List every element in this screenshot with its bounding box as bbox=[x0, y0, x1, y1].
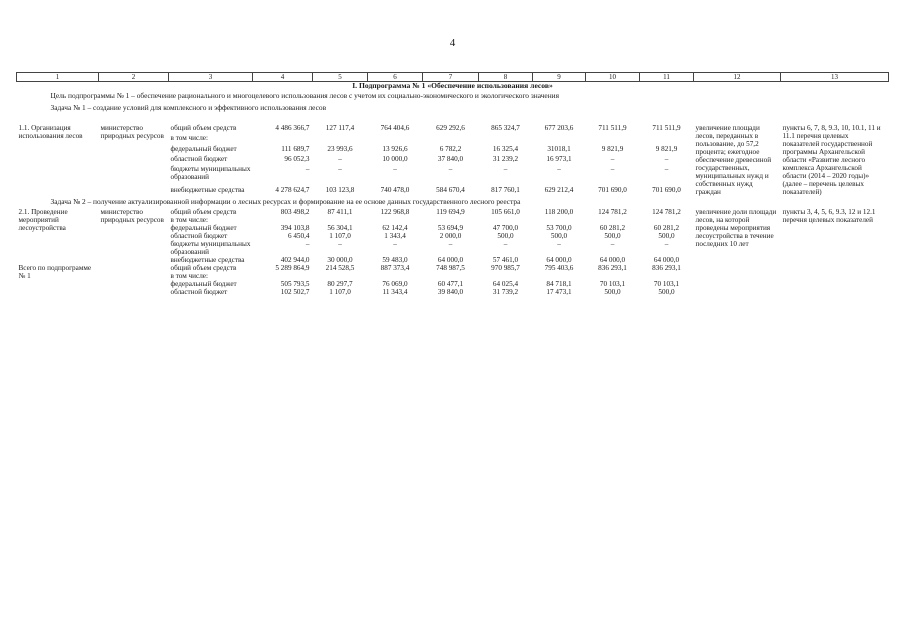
task1-title: Задача № 1 – создание условий для комплексного и эффективного использования лесов bbox=[50, 103, 327, 112]
task2-title: Задача № 2 – получение актуализированной информации о лесных ресурсах и формирование на ее основе данных государственного лесного реестра bbox=[50, 197, 521, 206]
amount-cell: 53 700,0 bbox=[546, 224, 572, 232]
amount-cell: 59 483,0 bbox=[382, 256, 408, 264]
amount-cell: 402 944,0 bbox=[280, 256, 310, 264]
amount-cell: – bbox=[503, 165, 508, 174]
amount-cell: – bbox=[664, 240, 669, 248]
amount-cell: 16 325,4 bbox=[492, 144, 519, 153]
amount-cell: 887 373,4 bbox=[380, 264, 410, 272]
amount-cell: – bbox=[305, 165, 310, 174]
amount-cell: 124 781,2 bbox=[598, 208, 627, 216]
amount-cell: 500,0 bbox=[497, 232, 514, 240]
task1-row bbox=[17, 124, 889, 134]
column-number-13: 13 bbox=[781, 73, 889, 82]
amount-cell: 711 511,9 bbox=[652, 124, 681, 132]
amount-cell: 13 926,6 bbox=[382, 144, 408, 153]
task2-executor: министерство природных ресурсов bbox=[100, 208, 164, 224]
amount-cell: 80 297,7 bbox=[327, 280, 353, 288]
column-number-6: 6 bbox=[368, 73, 423, 82]
column-number-8: 8 bbox=[479, 73, 533, 82]
amount-cell: 803 498,2 bbox=[280, 208, 310, 216]
amount-cell: 764 404,6 bbox=[380, 124, 410, 132]
task2-row bbox=[17, 208, 889, 216]
amount-cell: 30 000,0 bbox=[327, 256, 353, 264]
amount-cell: – bbox=[305, 240, 310, 248]
amount-cell: 64 000,0 bbox=[437, 256, 464, 264]
amount-cell: 6 782,2 bbox=[439, 144, 462, 153]
amount-cell bbox=[368, 216, 423, 224]
amount-cell: 60 477,1 bbox=[437, 280, 464, 288]
amount-cell: 629 212,4 bbox=[544, 185, 574, 194]
amount-cell: 23 993,6 bbox=[327, 144, 353, 153]
amount-cell bbox=[253, 272, 313, 280]
amount-cell: 60 281,2 bbox=[653, 224, 680, 232]
amount-cell bbox=[586, 272, 640, 280]
amount-cell: 1 107,0 bbox=[329, 232, 351, 240]
amount-cell: 836 293,1 bbox=[598, 264, 627, 272]
amount-cell: 16 973,1 bbox=[546, 154, 572, 163]
total-row bbox=[17, 264, 889, 272]
amount-cell: 118 200,0 bbox=[544, 208, 574, 216]
amount-cell: – bbox=[664, 165, 669, 174]
amount-cell: 47 700,0 bbox=[492, 224, 519, 232]
subprogram-goal: Цель подпрограммы № 1 – обеспечение рационального и многоцелевого использования лесов с учетом их социально-экономического и экологического значения bbox=[50, 91, 560, 100]
task1-title-row bbox=[17, 102, 889, 114]
total-indicator-links bbox=[781, 264, 889, 296]
amount-cell: – bbox=[610, 154, 615, 163]
funding-source-label: общий объем средств bbox=[170, 264, 237, 272]
amount-cell: 31 239,2 bbox=[492, 154, 519, 163]
column-number-2: 2 bbox=[99, 73, 169, 82]
amount-cell: – bbox=[557, 240, 561, 248]
amount-cell bbox=[313, 272, 368, 280]
spacer bbox=[17, 114, 889, 124]
amount-cell: – bbox=[448, 240, 453, 248]
amount-cell: 60 281,2 bbox=[599, 224, 626, 232]
column-number-5: 5 bbox=[313, 73, 368, 82]
program-table bbox=[16, 72, 889, 296]
amount-cell: 1 107,0 bbox=[329, 288, 351, 296]
amount-cell: 817 760,1 bbox=[491, 185, 520, 194]
amount-cell: – bbox=[338, 154, 342, 163]
amount-cell: 87 411,1 bbox=[327, 208, 353, 216]
amount-cell: 214 528,5 bbox=[325, 264, 355, 272]
funding-source-label: бюджеты муниципальных образований bbox=[170, 240, 251, 256]
amount-cell bbox=[533, 134, 586, 144]
amount-cell: 122 968,8 bbox=[380, 208, 410, 216]
amount-cell bbox=[640, 134, 694, 144]
amount-cell: 64 000,0 bbox=[599, 256, 626, 264]
goal-row bbox=[17, 90, 889, 102]
amount-cell: 62 142,4 bbox=[382, 224, 408, 232]
amount-cell bbox=[368, 272, 423, 280]
amount-cell: 102 502,7 bbox=[280, 288, 310, 296]
amount-cell: 111 689,7 bbox=[281, 144, 310, 153]
amount-cell: – bbox=[448, 165, 453, 174]
amount-cell: 64 000,0 bbox=[546, 256, 572, 264]
amount-cell: 39 840,0 bbox=[437, 288, 464, 296]
amount-cell: 9 821,9 bbox=[601, 144, 624, 153]
amount-cell: – bbox=[393, 165, 397, 174]
section-title: I. Подпрограмма № 1 «Обеспечение использования лесов» bbox=[352, 81, 553, 90]
funding-source-label: в том числе: bbox=[170, 272, 208, 280]
amount-cell bbox=[423, 272, 479, 280]
amount-cell: 105 661,0 bbox=[491, 208, 520, 216]
total-measure-name: Всего по подпрограмме № 1 bbox=[18, 264, 92, 280]
funding-source-label: областной бюджет bbox=[170, 288, 228, 296]
amount-cell: 865 324,7 bbox=[491, 124, 520, 132]
amount-cell: – bbox=[338, 240, 342, 248]
amount-cell: 500,0 bbox=[658, 232, 675, 240]
amount-cell: 9 821,9 bbox=[655, 144, 678, 153]
funding-source-label: областной бюджет bbox=[170, 232, 228, 240]
amount-cell: 394 103,8 bbox=[280, 224, 310, 232]
task2-expected-result: увеличение доли площади лесов, на которой проведены мероприятия лесоустройства в течение последних 10 лет bbox=[695, 208, 777, 248]
column-number-3: 3 bbox=[169, 73, 253, 82]
amount-cell: 103 123,8 bbox=[325, 185, 355, 194]
amount-cell: 57 461,0 bbox=[492, 256, 519, 264]
amount-cell: 124 781,2 bbox=[652, 208, 681, 216]
amount-cell: 96 052,3 bbox=[284, 154, 310, 163]
amount-cell: 795 403,6 bbox=[544, 264, 574, 272]
column-number-9: 9 bbox=[533, 73, 586, 82]
amount-cell: 500,0 bbox=[550, 232, 568, 240]
amount-cell: 84 718,1 bbox=[546, 280, 572, 288]
amount-cell: 10 000,0 bbox=[382, 154, 408, 163]
page-number: 4 bbox=[449, 37, 456, 49]
amount-cell: 970 985,7 bbox=[491, 264, 520, 272]
amount-cell bbox=[253, 216, 313, 224]
amount-cell bbox=[533, 272, 586, 280]
table-body bbox=[17, 73, 889, 297]
amount-cell: 701 690,0 bbox=[598, 185, 627, 194]
amount-cell: 505 793,5 bbox=[280, 280, 310, 288]
amount-cell: 119 694,9 bbox=[436, 208, 465, 216]
funding-source-label: внебюджетные средства bbox=[170, 185, 245, 194]
amount-cell: 11 343,4 bbox=[382, 288, 408, 296]
amount-cell bbox=[313, 134, 368, 144]
task1-expected-result: увеличение площади лесов, переданных в пользование, до 57,2 процента; ежегодное обеспечение древесиной государственных, муниципальных нужд и собственных нужд граждан bbox=[695, 124, 772, 196]
amount-cell: 677 203,6 bbox=[544, 124, 574, 132]
funding-source-label: внебюджетные средства bbox=[170, 256, 245, 264]
amount-cell: 701 690,0 bbox=[652, 185, 681, 194]
amount-cell: 500,0 bbox=[658, 288, 675, 296]
column-number-7: 7 bbox=[423, 73, 479, 82]
amount-cell: 17 473,1 bbox=[546, 288, 572, 296]
task2-measure-name: 2.1. Проведение мероприятий лесоустройства bbox=[18, 208, 68, 232]
amount-cell bbox=[586, 134, 640, 144]
amount-cell: 4 278 624,7 bbox=[275, 185, 310, 194]
amount-cell bbox=[479, 216, 533, 224]
task2-indicator-links: пункты 3, 4, 5, 6, 9.3, 12 и 12.1 перечня целевых показателей bbox=[782, 208, 876, 224]
amount-cell: – bbox=[503, 240, 508, 248]
column-number-10: 10 bbox=[586, 73, 640, 82]
amount-cell: 127 117,4 bbox=[325, 124, 355, 132]
amount-cell bbox=[253, 134, 313, 144]
amount-cell: 711 511,9 bbox=[598, 124, 627, 132]
column-number-4: 4 bbox=[253, 73, 313, 82]
task1-executor: министерство природных ресурсов bbox=[100, 124, 164, 140]
funding-source-label: федеральный бюджет bbox=[170, 224, 237, 232]
amount-cell bbox=[368, 134, 423, 144]
amount-cell: 740 478,0 bbox=[380, 185, 410, 194]
amount-cell: 70 103,1 bbox=[599, 280, 626, 288]
amount-cell: – bbox=[610, 240, 615, 248]
amount-cell: – bbox=[610, 165, 615, 174]
amount-cell: 70 103,1 bbox=[653, 280, 680, 288]
amount-cell: – bbox=[393, 240, 397, 248]
total-expected-result bbox=[694, 264, 781, 296]
amount-cell bbox=[479, 272, 533, 280]
task1-measure-name: 1.1. Организация использования лесов bbox=[18, 124, 83, 140]
amount-cell bbox=[586, 216, 640, 224]
amount-cell: 64 000,0 bbox=[653, 256, 680, 264]
amount-cell bbox=[479, 134, 533, 144]
amount-cell: 53 694,9 bbox=[437, 224, 464, 232]
task1-indicator-links: пункты 6, 7, 8, 9.3, 10, 10.1, 11 и 11.1 перечня целевых показателей государственной программы Архангельской области «Развитие лесного комплекса Архангельской области (2014 – 2020 годы)» (далее – перечень целевых показателей) bbox=[782, 124, 881, 196]
amount-cell: – bbox=[664, 154, 669, 163]
amount-cell: 1 343,4 bbox=[384, 232, 406, 240]
funding-source-label: федеральный бюджет bbox=[170, 144, 237, 153]
amount-cell: 500,0 bbox=[604, 288, 621, 296]
column-number-12: 12 bbox=[694, 73, 781, 82]
amount-cell: 6 450,4 bbox=[287, 232, 310, 240]
amount-cell: 584 670,4 bbox=[436, 185, 465, 194]
amount-cell: 836 293,1 bbox=[652, 264, 681, 272]
amount-cell: 629 292,6 bbox=[436, 124, 465, 132]
amount-cell: 5 289 864,9 bbox=[275, 264, 310, 272]
amount-cell bbox=[640, 216, 694, 224]
column-number-11: 11 bbox=[640, 73, 694, 82]
amount-cell: 37 840,0 bbox=[437, 154, 464, 163]
section-title-row bbox=[17, 82, 889, 91]
total-executor bbox=[99, 264, 169, 296]
funding-source-label: областной бюджет bbox=[170, 154, 228, 163]
amount-cell: 748 987,5 bbox=[436, 264, 465, 272]
funding-source-label: в том числе: bbox=[170, 216, 208, 224]
funding-source-label: в том числе: bbox=[170, 134, 208, 143]
amount-cell bbox=[423, 134, 479, 144]
amount-cell: 76 069,0 bbox=[382, 280, 408, 288]
amount-cell: 31018,1 bbox=[547, 144, 571, 153]
amount-cell bbox=[313, 216, 368, 224]
column-number-1: 1 bbox=[17, 73, 99, 82]
amount-cell: 56 304,1 bbox=[327, 224, 353, 232]
funding-source-label: общий объем средств bbox=[170, 208, 237, 216]
amount-cell: – bbox=[338, 165, 342, 174]
amount-cell: 31 739,2 bbox=[492, 288, 519, 296]
amount-cell bbox=[423, 216, 479, 224]
amount-cell: 4 486 366,7 bbox=[275, 124, 310, 132]
amount-cell: 2 000,0 bbox=[439, 232, 462, 240]
funding-source-label: федеральный бюджет bbox=[170, 280, 237, 288]
amount-cell bbox=[533, 216, 586, 224]
funding-source-label: бюджеты муниципальных образований bbox=[170, 165, 251, 182]
task2-title-row bbox=[17, 196, 889, 208]
funding-source-label: общий объем средств bbox=[170, 124, 237, 132]
amount-cell: 500,0 bbox=[604, 232, 621, 240]
amount-cell: – bbox=[557, 165, 561, 174]
amount-cell: 64 025,4 bbox=[492, 280, 519, 288]
amount-cell bbox=[640, 272, 694, 280]
